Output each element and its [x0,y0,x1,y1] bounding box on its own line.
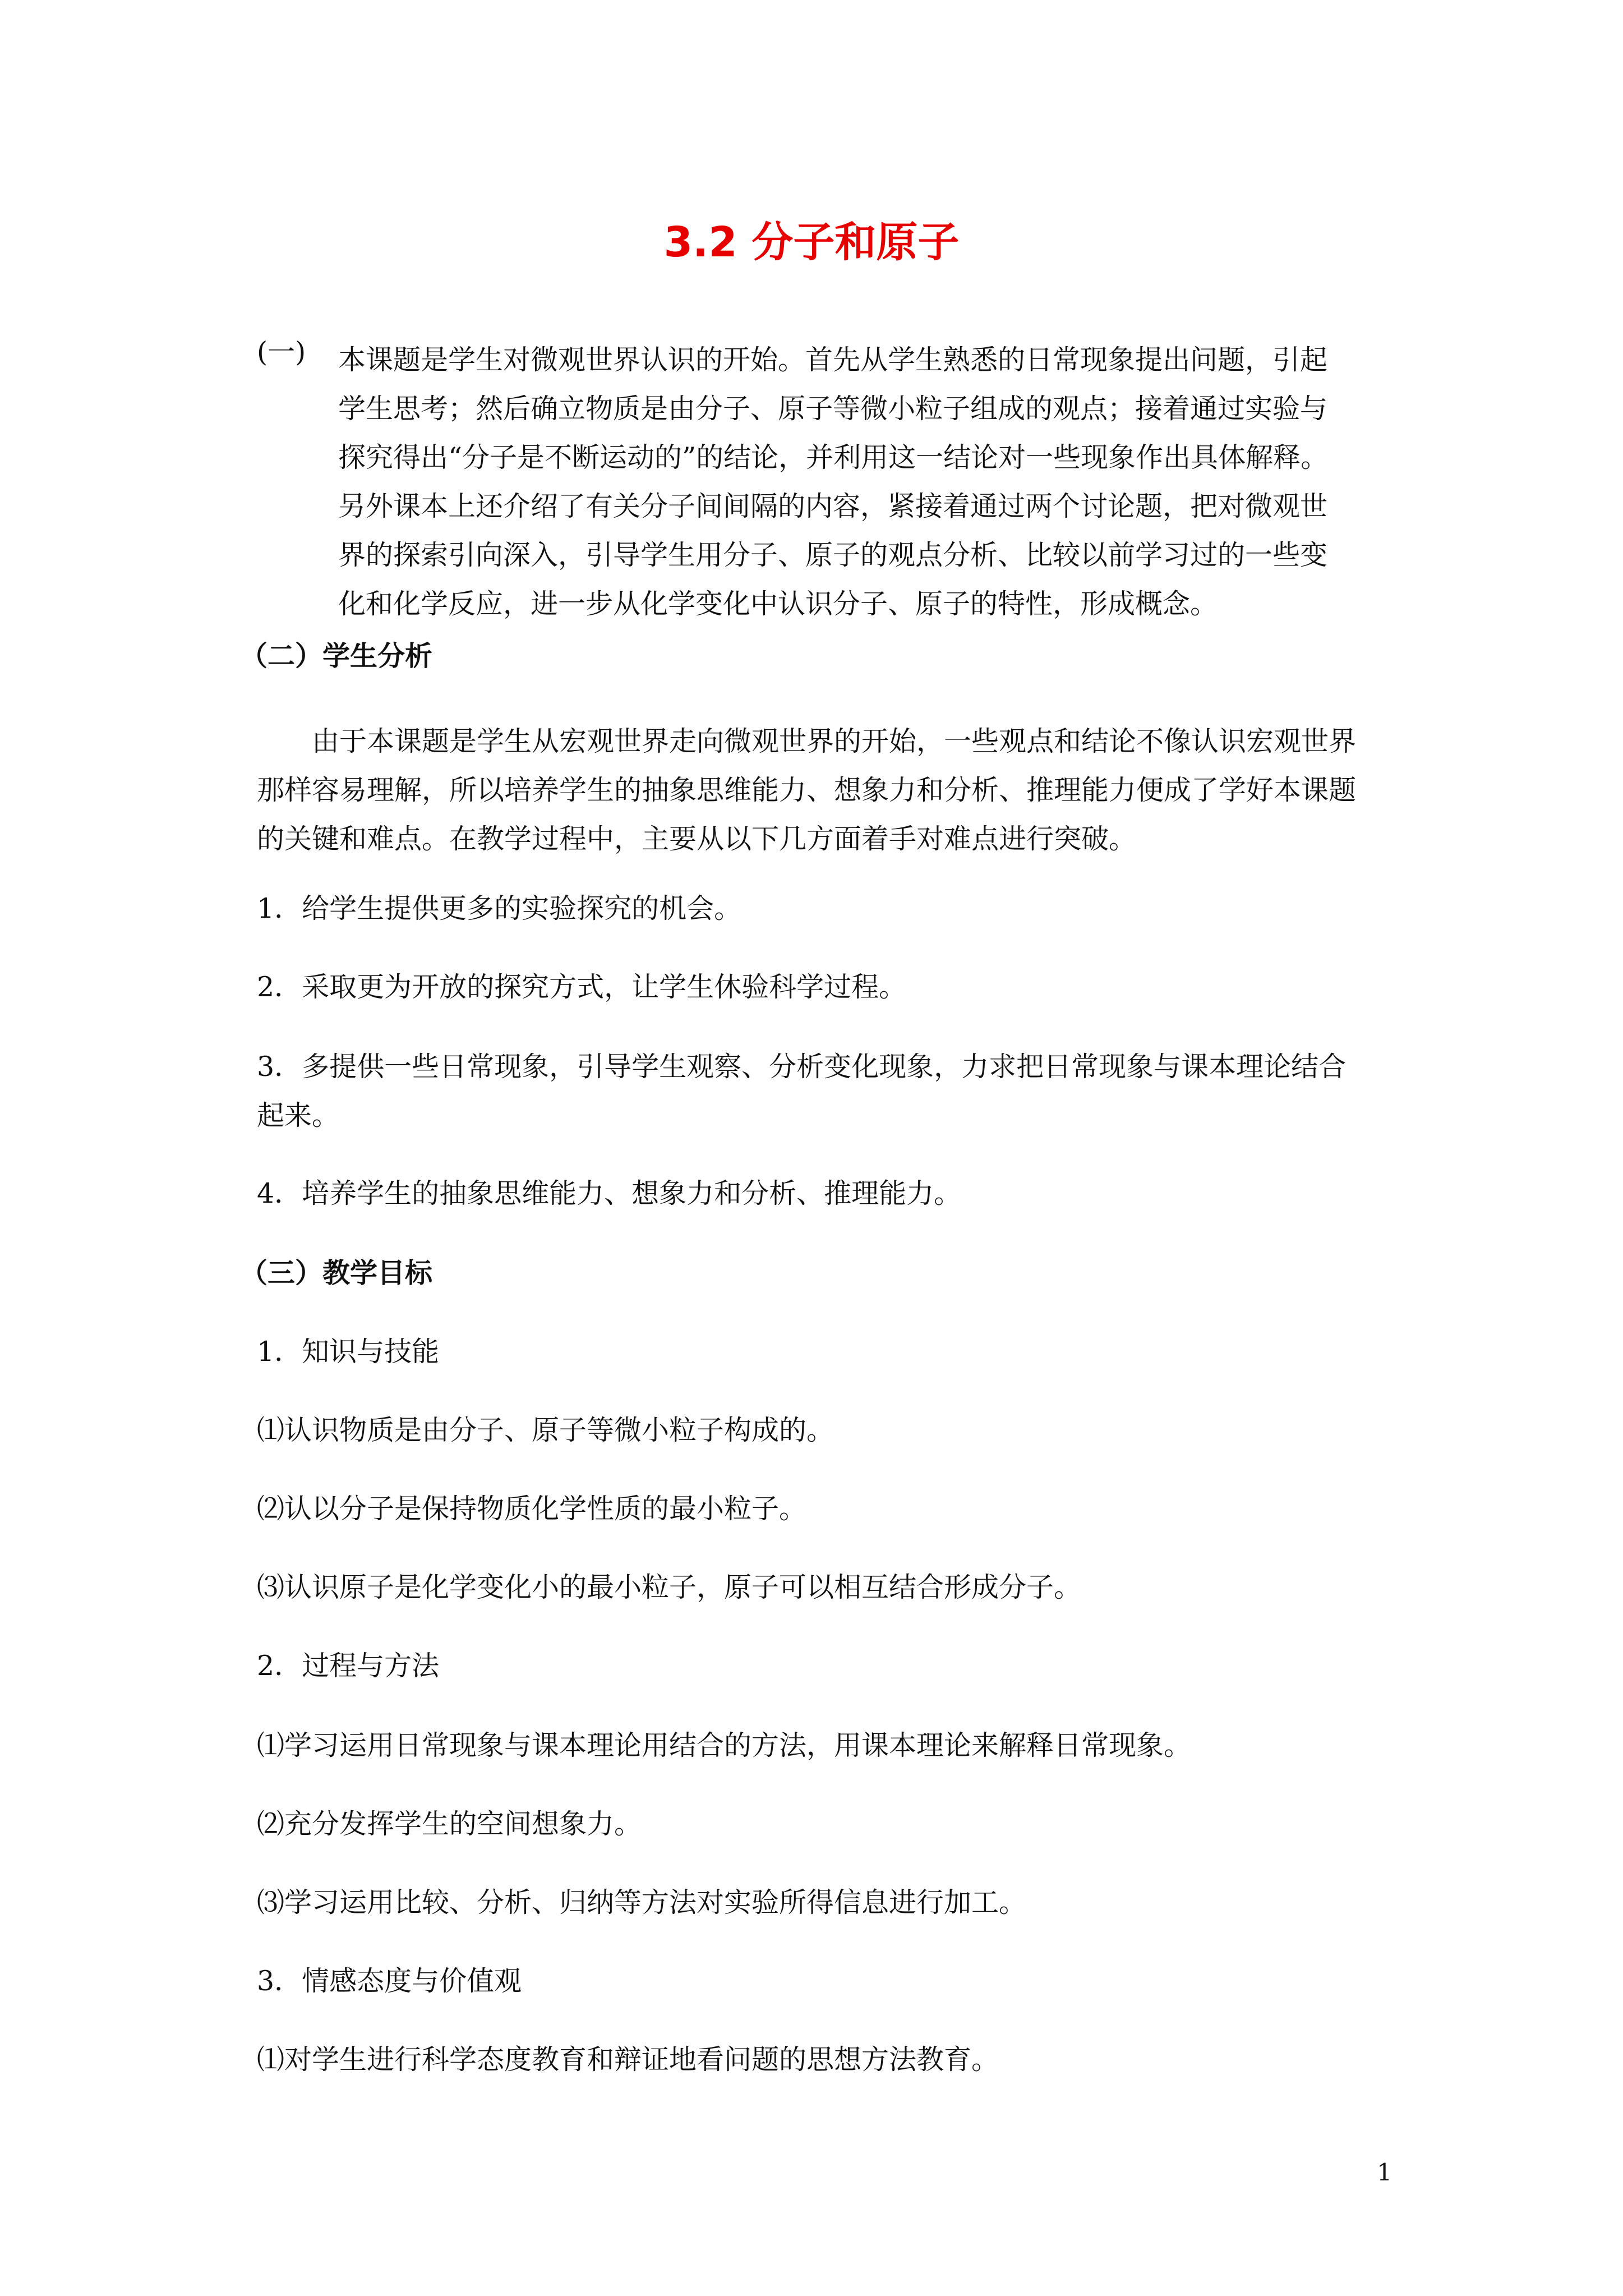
section2-item-3-line: 起来。 [257,1099,340,1131]
section1-line: 本课题是学生对微观世界认识的开始。首先从学生熟悉的日常现象提出问题，引起 [338,344,1328,376]
section2-para-line: 由于本课题是学生从宏观世界走向微观世界的开始，一些观点和结论不像认识宏观世界 [312,725,1357,757]
document-title: 3.2 分子和原子 [663,218,960,266]
attitude-item: ⑴对学生进行科学态度教育和辩证地看问题的思想方法教育。 [257,2044,999,2076]
section1-line: 学生思考；然后确立物质是由分子、原子等微小粒子组成的观点；接着通过实验与 [338,393,1328,425]
section2-heading: （二）学生分析 [240,640,433,672]
section1-line: 化和化学反应，进一步从化学变化中认识分子、原子的特性，形成概念。 [338,588,1218,620]
section2-para-line: 的关键和难点。在教学过程中，主要从以下几方面着手对难点进行突破。 [257,823,1137,855]
knowledge-item: ⑵认以分子是保持物质化学性质的最小粒子。 [257,1493,807,1525]
section2-item-3 [257,1042,1395,1140]
knowledge-item: ⑶认识原子是化学变化小的最小粒子，原子可以相互结合形成分子。 [257,1571,1082,1603]
process-item: ⑶学习运用比较、分析、归纳等方法对实验所得信息进行加工。 [257,1887,1027,1918]
section2-item-1: 1．给学生提供更多的实验探究的机会。 [257,892,742,924]
section1-label: (一) [257,336,306,368]
section2-item-3-line: 3．多提供一些日常现象，引导学生观察、分析变化现象，力求把日常现象与课本理论结合 [257,1051,1347,1083]
knowledge-item: ⑴认识物质是由分子、原子等微小粒子构成的。 [257,1414,834,1446]
section1-line: 另外课本上还介绍了有关分子间间隔的内容，紧接着通过两个讨论题，把对微观世 [338,490,1328,522]
section3-subheading-knowledge: 1．知识与技能 [257,1336,440,1368]
process-item: ⑵充分发挥学生的空间想象力。 [257,1808,642,1840]
section2-item-4: 4．培养学生的抽象思维能力、想象力和分析、推理能力。 [257,1177,962,1209]
section2-paragraph [257,717,1395,863]
section2-para-line: 那样容易理解，所以培养学生的抽象思维能力、想象力和分析、推理能力便成了学好本课题 [257,774,1357,806]
section3-subheading-attitude: 3．情感态度与价值观 [257,1965,522,1997]
section3-subheading-process: 2．过程与方法 [257,1650,440,1682]
section1-line: 界的探索引向深入，引导学生用分子、原子的观点分析、比较以前学习过的一些变 [338,539,1328,571]
process-item: ⑴学习运用日常现象与课本理论用结合的方法，用课本理论来解释日常现象。 [257,1729,1192,1761]
section1-line: 探究得出“分子是不断运动的”的结论，并利用这一结论对一些现象作出具体解释。 [338,441,1329,473]
section3-heading: （三）教学目标 [240,1257,433,1289]
section2-item-2: 2．采取更为开放的探究方式，让学生休验科学过程。 [257,971,907,1003]
section1-paragraph [338,335,1393,628]
page-number: 1 [1377,2159,1392,2186]
